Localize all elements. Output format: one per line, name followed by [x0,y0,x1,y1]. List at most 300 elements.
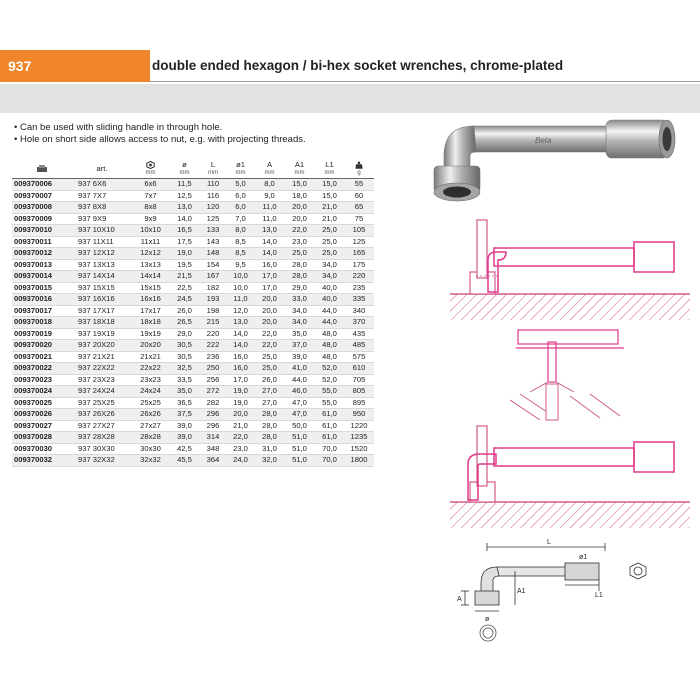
table-cell: 28x28 [140,432,161,441]
table-cell: 314 [206,432,220,441]
table-row [12,202,374,214]
table-cell: 22,0 [262,328,277,338]
table-cell: 22,0 [292,225,307,234]
title-divider [150,81,700,82]
table-cell: 41,0 [292,363,307,372]
table-cell: 222 [206,340,220,349]
table-cell: 15x15 [140,282,161,292]
article-cell: 937 8X8 [78,202,107,211]
wrench-photo [430,112,685,204]
hex-socket-icon [132,161,169,169]
dim-label-A: A [457,596,462,603]
table-cell: 55,0 [322,397,337,407]
table-cell: 167 [206,271,220,280]
item-code-cell: 009370020 [14,340,53,349]
table-cell: 55 [354,179,364,188]
item-code-cell: 009370011 [14,236,52,246]
article-cell: 937 16X16 [78,294,115,303]
table-cell: 47,0 [292,409,307,418]
column-unit: mm [324,170,335,176]
table-cell: 17x17 [140,305,161,315]
table-cell: 26x26 [140,409,161,418]
table-cell: 7x7 [144,190,157,200]
table-row [12,374,374,386]
table-cell: 11x11 [140,236,161,246]
table-row [12,271,374,283]
table-cell: 364 [206,455,220,464]
table-cell: 51,0 [292,432,307,441]
table-cell: 61,0 [322,432,337,441]
article-cell: 937 17X17 [78,305,115,315]
table-cell: 48,0 [322,340,337,349]
item-code-cell: 009370027 [14,420,53,430]
table-cell: 25,0 [262,363,277,372]
table-cell: 18,0 [292,190,307,200]
table-cell: 7,0 [235,213,246,223]
article-cell: 937 15X15 [78,282,115,292]
table-cell: 26,0 [262,374,277,384]
item-code-cell: 009370019 [14,328,53,338]
table-cell: 22,5 [177,282,192,292]
table-cell: 116 [206,190,220,200]
table-row [12,340,374,352]
article-cell: 937 18X18 [78,317,115,326]
application-drawing-2 [510,322,630,422]
table-cell: 12,5 [177,190,192,200]
page-title: double ended hexagon / bi-hex socket wrenches, chrome-plated [152,58,564,73]
table-cell: 25,0 [322,236,337,246]
table-cell: 220 [352,271,366,280]
table-cell: 1800 [350,455,368,464]
table-cell: 215 [206,317,220,326]
table-row [12,225,374,237]
application-drawing-1 [450,212,690,322]
dim-label-L1: L1 [595,592,603,599]
table-cell: 35,0 [292,328,307,338]
item-code-cell: 009370028 [14,432,53,441]
table-row [12,190,374,202]
table-cell: 30,5 [177,351,192,361]
table-cell: 30x30 [140,443,161,453]
table-cell: 24x24 [140,386,161,395]
table-cell: 51,0 [292,455,307,464]
table-cell: 16,5 [177,225,192,234]
table-cell: 27x27 [140,420,161,430]
item-code-cell: 009370026 [14,409,53,418]
dimension-drawing [455,535,690,645]
table-cell: 705 [352,374,366,384]
article-cell: 937 28X28 [78,432,115,441]
table-cell: 235 [352,282,366,292]
table-cell: 256 [206,374,220,384]
table-row [12,455,374,467]
table-cell: 48,0 [322,328,337,338]
spec-table [12,160,374,467]
table-cell: 16,0 [233,351,248,361]
product-code-badge: 937 [0,50,150,82]
table-row [12,386,374,398]
article-cell: 937 12X12 [78,248,115,257]
table-cell: 17,0 [262,271,277,280]
table-cell: 29,0 [292,282,307,292]
table-cell: 370 [352,317,366,326]
table-cell: 23x23 [140,374,161,384]
item-code-cell: 009370012 [14,248,53,257]
column-header [132,160,169,179]
article-cell: 937 19X19 [78,328,115,338]
table-cell: 25,0 [322,225,337,234]
table-cell: 110 [206,179,220,188]
table-cell: 11,0 [262,202,277,211]
column-header [284,160,315,179]
table-cell: 340 [352,305,366,315]
table-cell: 36,5 [177,397,192,407]
table-cell: 148 [206,248,220,257]
column-header-label: ø [182,160,187,169]
item-code-cell: 009370017 [14,305,53,315]
table-cell: 14,0 [233,328,248,338]
item-code-cell: 009370025 [14,397,53,407]
table-cell: 22x22 [140,363,161,372]
table-cell: 28,0 [292,259,307,269]
table-cell: 20,0 [292,213,307,223]
table-cell: 175 [352,259,366,269]
table-cell: 20,0 [262,294,277,303]
table-cell: 34,0 [292,305,307,315]
table-cell: 27,0 [262,397,277,407]
table-row [12,317,374,329]
column-header [169,160,200,179]
table-cell: 44,0 [292,374,307,384]
table-row [12,420,374,432]
table-cell: 120 [206,202,220,211]
item-code-cell: 009370021 [14,351,53,361]
feature-item: • Hole on short side allows access to nut, e.g. with projecting threads. [14,134,306,145]
item-code-cell: 009370022 [14,363,53,372]
column-unit: mm [145,170,156,176]
table-cell: 15,0 [322,190,337,200]
column-unit: mm [235,170,246,176]
table-cell: 52,0 [322,363,337,372]
item-code-cell: 009370032 [14,455,53,464]
table-cell: 20x20 [140,340,161,349]
table-cell: 40,0 [322,282,337,292]
table-cell: 165 [352,248,366,257]
table-cell: 9x9 [144,213,157,223]
article-cell: 937 20X20 [78,340,115,349]
table-cell: 35,0 [177,386,192,395]
table-cell: 34,0 [322,259,337,269]
table-cell: 12x12 [140,248,161,257]
table-cell: 348 [206,443,220,453]
table-row [12,305,374,317]
table-cell: 14x14 [140,271,161,280]
table-cell: 182 [206,282,220,292]
svg-text:Beta: Beta [535,136,552,145]
table-row [12,294,374,306]
table-cell: 21,0 [322,213,337,223]
table-cell: 6,0 [235,190,246,200]
article-cell: 937 9X9 [78,213,107,223]
table-cell: 25,0 [262,351,277,361]
table-row [12,282,374,294]
article-cell: 937 26X26 [78,409,115,418]
table-row [12,328,374,340]
item-code-cell: 009370006 [14,179,53,188]
item-code-cell: 009370013 [14,259,53,269]
column-unit: g [357,170,361,176]
table-cell: 485 [352,340,366,349]
table-cell: 28,0 [262,409,277,418]
table-cell: 48,0 [322,351,337,361]
column-header [255,160,284,179]
table-cell: 17,5 [177,236,192,246]
table-cell: 39,0 [177,432,192,441]
table-cell: 31,0 [262,443,277,453]
table-cell: 47,0 [292,397,307,407]
table-cell: 1235 [350,432,368,441]
table-cell: 9,5 [235,259,246,269]
table-cell: 40,0 [322,294,337,303]
item-code-cell: 009370030 [14,443,53,453]
article-cell: 937 24X24 [78,386,115,395]
table-cell: 125 [352,236,366,246]
table-cell: 16,0 [233,363,248,372]
table-cell: 19,0 [233,397,248,407]
column-header-label: A [266,160,273,169]
column-header-label: ø1 [236,160,245,169]
table-cell: 21,0 [322,202,337,211]
column-header [226,160,255,179]
article-cell: 937 30X30 [78,443,115,453]
table-cell: 14,0 [177,213,192,223]
column-header-label: A1 [294,160,305,169]
table-cell: 15,0 [292,179,307,188]
column-unit: mm [264,170,275,176]
table-cell: 1520 [350,443,368,453]
table-cell: 296 [206,409,220,418]
item-code-cell: 009370018 [14,317,53,326]
table-cell: 11,5 [177,179,192,188]
table-cell: 8,5 [235,248,246,257]
table-cell: 143 [206,236,220,246]
column-header [344,160,374,179]
article-cell: 937 6X6 [78,179,107,188]
dim-label-L: L [547,539,551,546]
table-cell: 27,0 [262,386,277,395]
table-cell: 22,0 [262,340,277,349]
item-code-cell: 009370015 [14,282,53,292]
table-cell: 12,0 [233,305,248,315]
dim-label-phi: ø [485,616,490,623]
column-header-label: L [210,160,216,169]
table-cell: 30,5 [177,340,192,349]
table-cell: 13x13 [140,259,161,269]
table-cell: 44,0 [322,317,337,326]
item-code-cell: 009370014 [14,271,53,280]
table-cell: 50,0 [292,420,307,430]
table-row [12,179,374,191]
weight-icon [344,161,374,169]
table-cell: 16,0 [262,259,277,269]
table-cell: 32,0 [262,455,277,464]
table-cell: 18x18 [140,317,161,326]
table-cell: 29,0 [177,328,192,338]
table-cell: 805 [352,386,366,395]
table-cell: 28,0 [262,432,277,441]
table-cell: 105 [352,225,366,234]
table-cell: 32,5 [177,363,192,372]
item-code-cell: 009370008 [14,202,53,211]
table-cell: 236 [206,351,220,361]
table-cell: 21x21 [140,351,161,361]
table-cell: 8,0 [235,225,246,234]
table-cell: 70,0 [322,443,337,453]
table-row [12,259,374,271]
catalog-icon [12,165,72,173]
table-cell: 55,0 [322,386,337,395]
table-cell: 21,5 [177,271,192,280]
table-cell: 5,0 [235,179,246,188]
table-cell: 42,5 [177,443,192,453]
item-code-cell: 009370023 [14,374,53,384]
table-cell: 51,0 [292,443,307,453]
item-code-cell: 009370010 [14,225,53,234]
table-cell: 33,0 [292,294,307,303]
table-cell: 6,0 [235,202,246,211]
table-cell: 25,0 [292,248,307,257]
table-row [12,397,374,409]
table-cell: 28,0 [262,420,277,430]
table-cell: 61,0 [322,420,337,430]
table-cell: 25,0 [322,248,337,257]
table-cell: 33,5 [177,374,192,384]
article-cell: 937 32X32 [78,455,115,464]
table-row [12,409,374,421]
feature-item: • Can be used with sliding handle in through hole. [14,122,223,133]
application-drawing-3 [450,420,690,530]
table-cell: 11,0 [233,294,248,303]
table-row [12,213,374,225]
table-cell: 11,0 [262,213,277,223]
column-header [315,160,344,179]
table-cell: 1220 [350,420,368,430]
table-cell: 8x8 [144,202,157,211]
dim-label-A1: A1 [517,588,526,595]
table-cell: 20,0 [292,202,307,211]
table-cell: 44,0 [322,305,337,315]
item-code-cell: 009370024 [14,386,53,395]
table-cell: 198 [206,305,220,315]
table-cell: 75 [354,213,364,223]
table-cell: 24,5 [177,294,192,303]
table-cell: 19,0 [233,386,248,395]
table-cell: 13,0 [262,225,277,234]
table-cell: 39,0 [177,420,192,430]
column-unit: mm [208,170,218,176]
table-cell: 16x16 [140,294,161,303]
column-header-label: art. [96,164,108,173]
table-cell: 20,0 [262,305,277,315]
column-header-label: L1 [325,160,334,169]
column-unit: mm [179,170,190,176]
table-cell: 21,0 [233,420,248,430]
table-cell: 20,0 [233,409,248,418]
table-cell: 61,0 [322,409,337,418]
article-cell: 937 10X10 [78,225,115,234]
table-body [12,179,374,467]
table-cell: 46,0 [292,386,307,395]
table-cell: 20,0 [262,317,277,326]
table-row [12,443,374,455]
table-cell: 34,0 [292,317,307,326]
table-cell: 10x10 [140,225,161,234]
table-cell: 34,0 [322,271,337,280]
table-cell: 17,0 [233,374,248,384]
table-cell: 23,0 [292,236,307,246]
table-row [12,363,374,375]
table-cell: 193 [206,294,220,303]
table-cell: 125 [206,213,220,223]
table-cell: 19,0 [177,248,192,257]
table-row [12,236,374,248]
table-cell: 19x19 [140,328,161,338]
feature-list [14,122,306,146]
article-cell: 937 11X11 [78,236,114,246]
table-cell: 14,0 [262,248,277,257]
table-cell: 24,0 [233,455,248,464]
table-cell: 39,0 [292,351,307,361]
table-cell: 65 [354,202,364,211]
table-cell: 435 [352,328,366,338]
table-cell: 70,0 [322,455,337,464]
table-cell: 37,5 [177,409,192,418]
table-cell: 950 [352,409,366,418]
article-cell: 937 13X13 [78,259,115,269]
table-cell: 133 [206,225,220,234]
table-cell: 14,0 [262,236,277,246]
table-row [12,248,374,260]
item-code-cell: 009370009 [14,213,53,223]
table-cell: 14,0 [233,340,248,349]
table-cell: 52,0 [322,374,337,384]
table-cell: 10,0 [233,282,248,292]
table-cell: 17,0 [262,282,277,292]
table-cell: 6x6 [144,179,157,188]
table-header-row [12,160,374,179]
table-cell: 28,0 [292,271,307,280]
article-cell: 937 7X7 [78,190,107,200]
article-cell: 937 23X23 [78,374,115,384]
table-cell: 296 [206,420,220,430]
table-cell: 23,0 [233,443,248,453]
table-cell: 37,0 [292,340,307,349]
table-cell: 272 [206,386,220,395]
table-cell: 26,0 [177,305,192,315]
article-cell: 937 25X25 [78,397,115,407]
table-cell: 610 [352,363,366,372]
table-row [12,351,374,363]
column-header [200,160,226,179]
table-cell: 15,0 [322,179,337,188]
item-code-cell: 009370016 [14,294,53,303]
table-cell: 19,5 [177,259,192,269]
table-cell: 250 [206,363,220,372]
table-cell: 895 [352,397,366,407]
table-row [12,432,374,444]
table-cell: 154 [206,259,220,269]
dim-label-phi1: ø1 [579,554,588,561]
